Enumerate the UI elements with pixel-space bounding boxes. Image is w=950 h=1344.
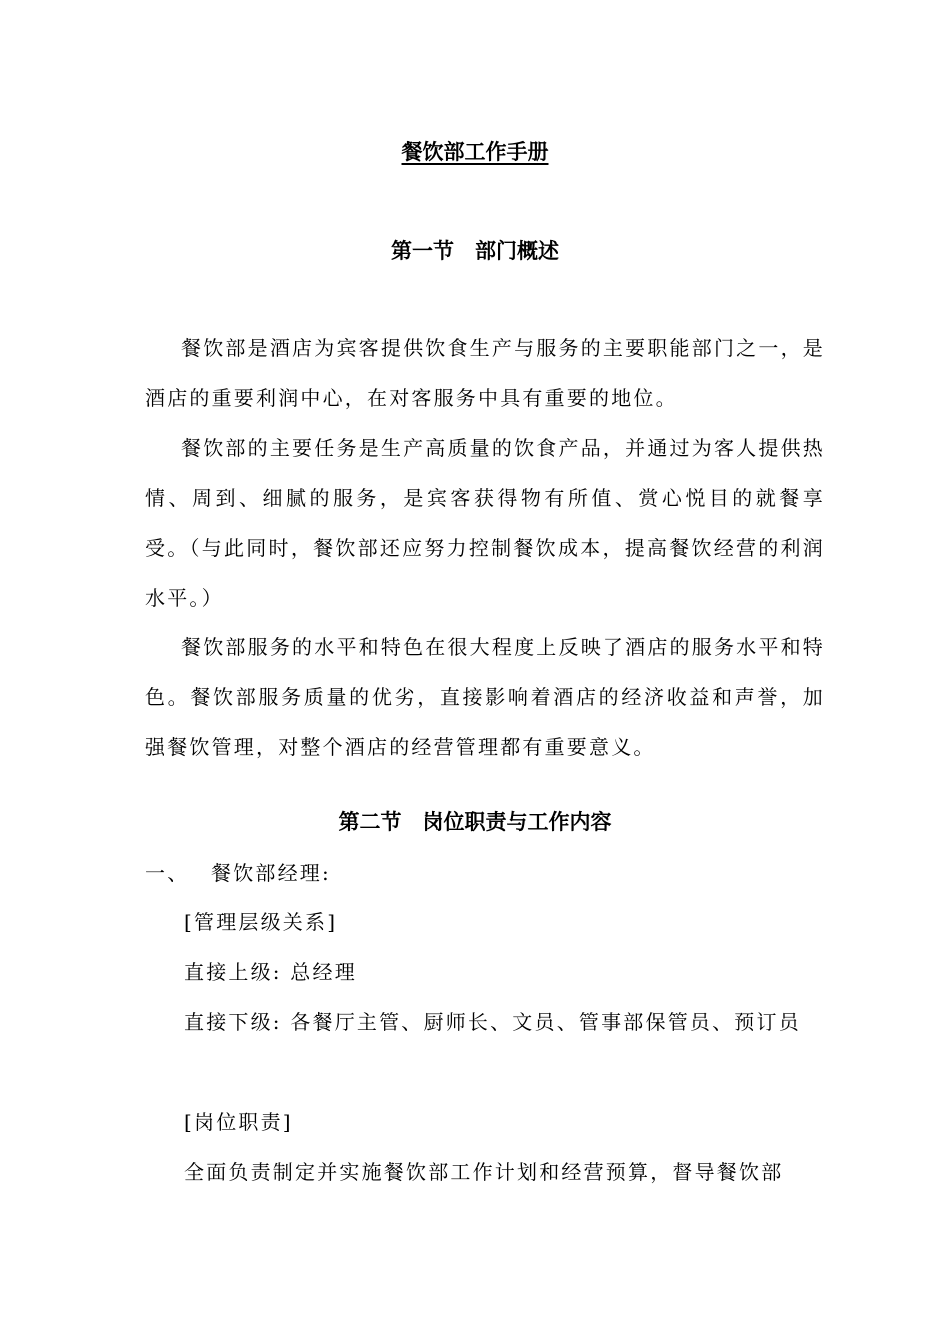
document-title: 餐饮部工作手册 — [401, 140, 549, 164]
section-1-paragraph-2: 餐饮部的主要任务是生产高质量的饮食产品，并通过为客人提供热情、周到、细腻的服务，是宾客获得物有所值、赏心悦目的就餐享受。（与此同时，餐饮部还应努力控制餐饮成本，提高餐饮经营的利润水平。） — [145, 436, 825, 610]
section-1-paragraph-3: 餐饮部服务的水平和特色在很大程度上反映了酒店的服务水平和特色。餐饮部服务质量的优劣，直接影响着酒店的经济收益和声誉，加强餐饮管理，对整个酒店的经营管理都有重要意义。 — [145, 635, 825, 759]
direct-subordinates: 直接下级: 各餐厅主管、厨师长、文员、管事部保管员、预订员 — [184, 1010, 801, 1034]
item-1-title: 餐饮部经理: — [211, 861, 331, 885]
section-2-heading: 第二节 岗位职责与工作内容 — [338, 810, 612, 834]
duty-line: 全面负责制定并实施餐饮部工作计划和经营预算，督导餐饮部 — [184, 1160, 784, 1184]
duties-label: [岗位职责] — [184, 1110, 293, 1134]
direct-superior: 直接上级: 总经理 — [184, 960, 357, 984]
section-1-heading: 第一节 部门概述 — [391, 239, 559, 263]
item-1-number: 一、 — [145, 861, 190, 885]
section-1-paragraph-1: 餐饮部是酒店为宾客提供饮食生产与服务的主要职能部门之一，是酒店的重要利润中心，在对客服务中具有重要的地位。 — [145, 336, 825, 410]
hierarchy-label: [管理层级关系] — [184, 910, 338, 934]
